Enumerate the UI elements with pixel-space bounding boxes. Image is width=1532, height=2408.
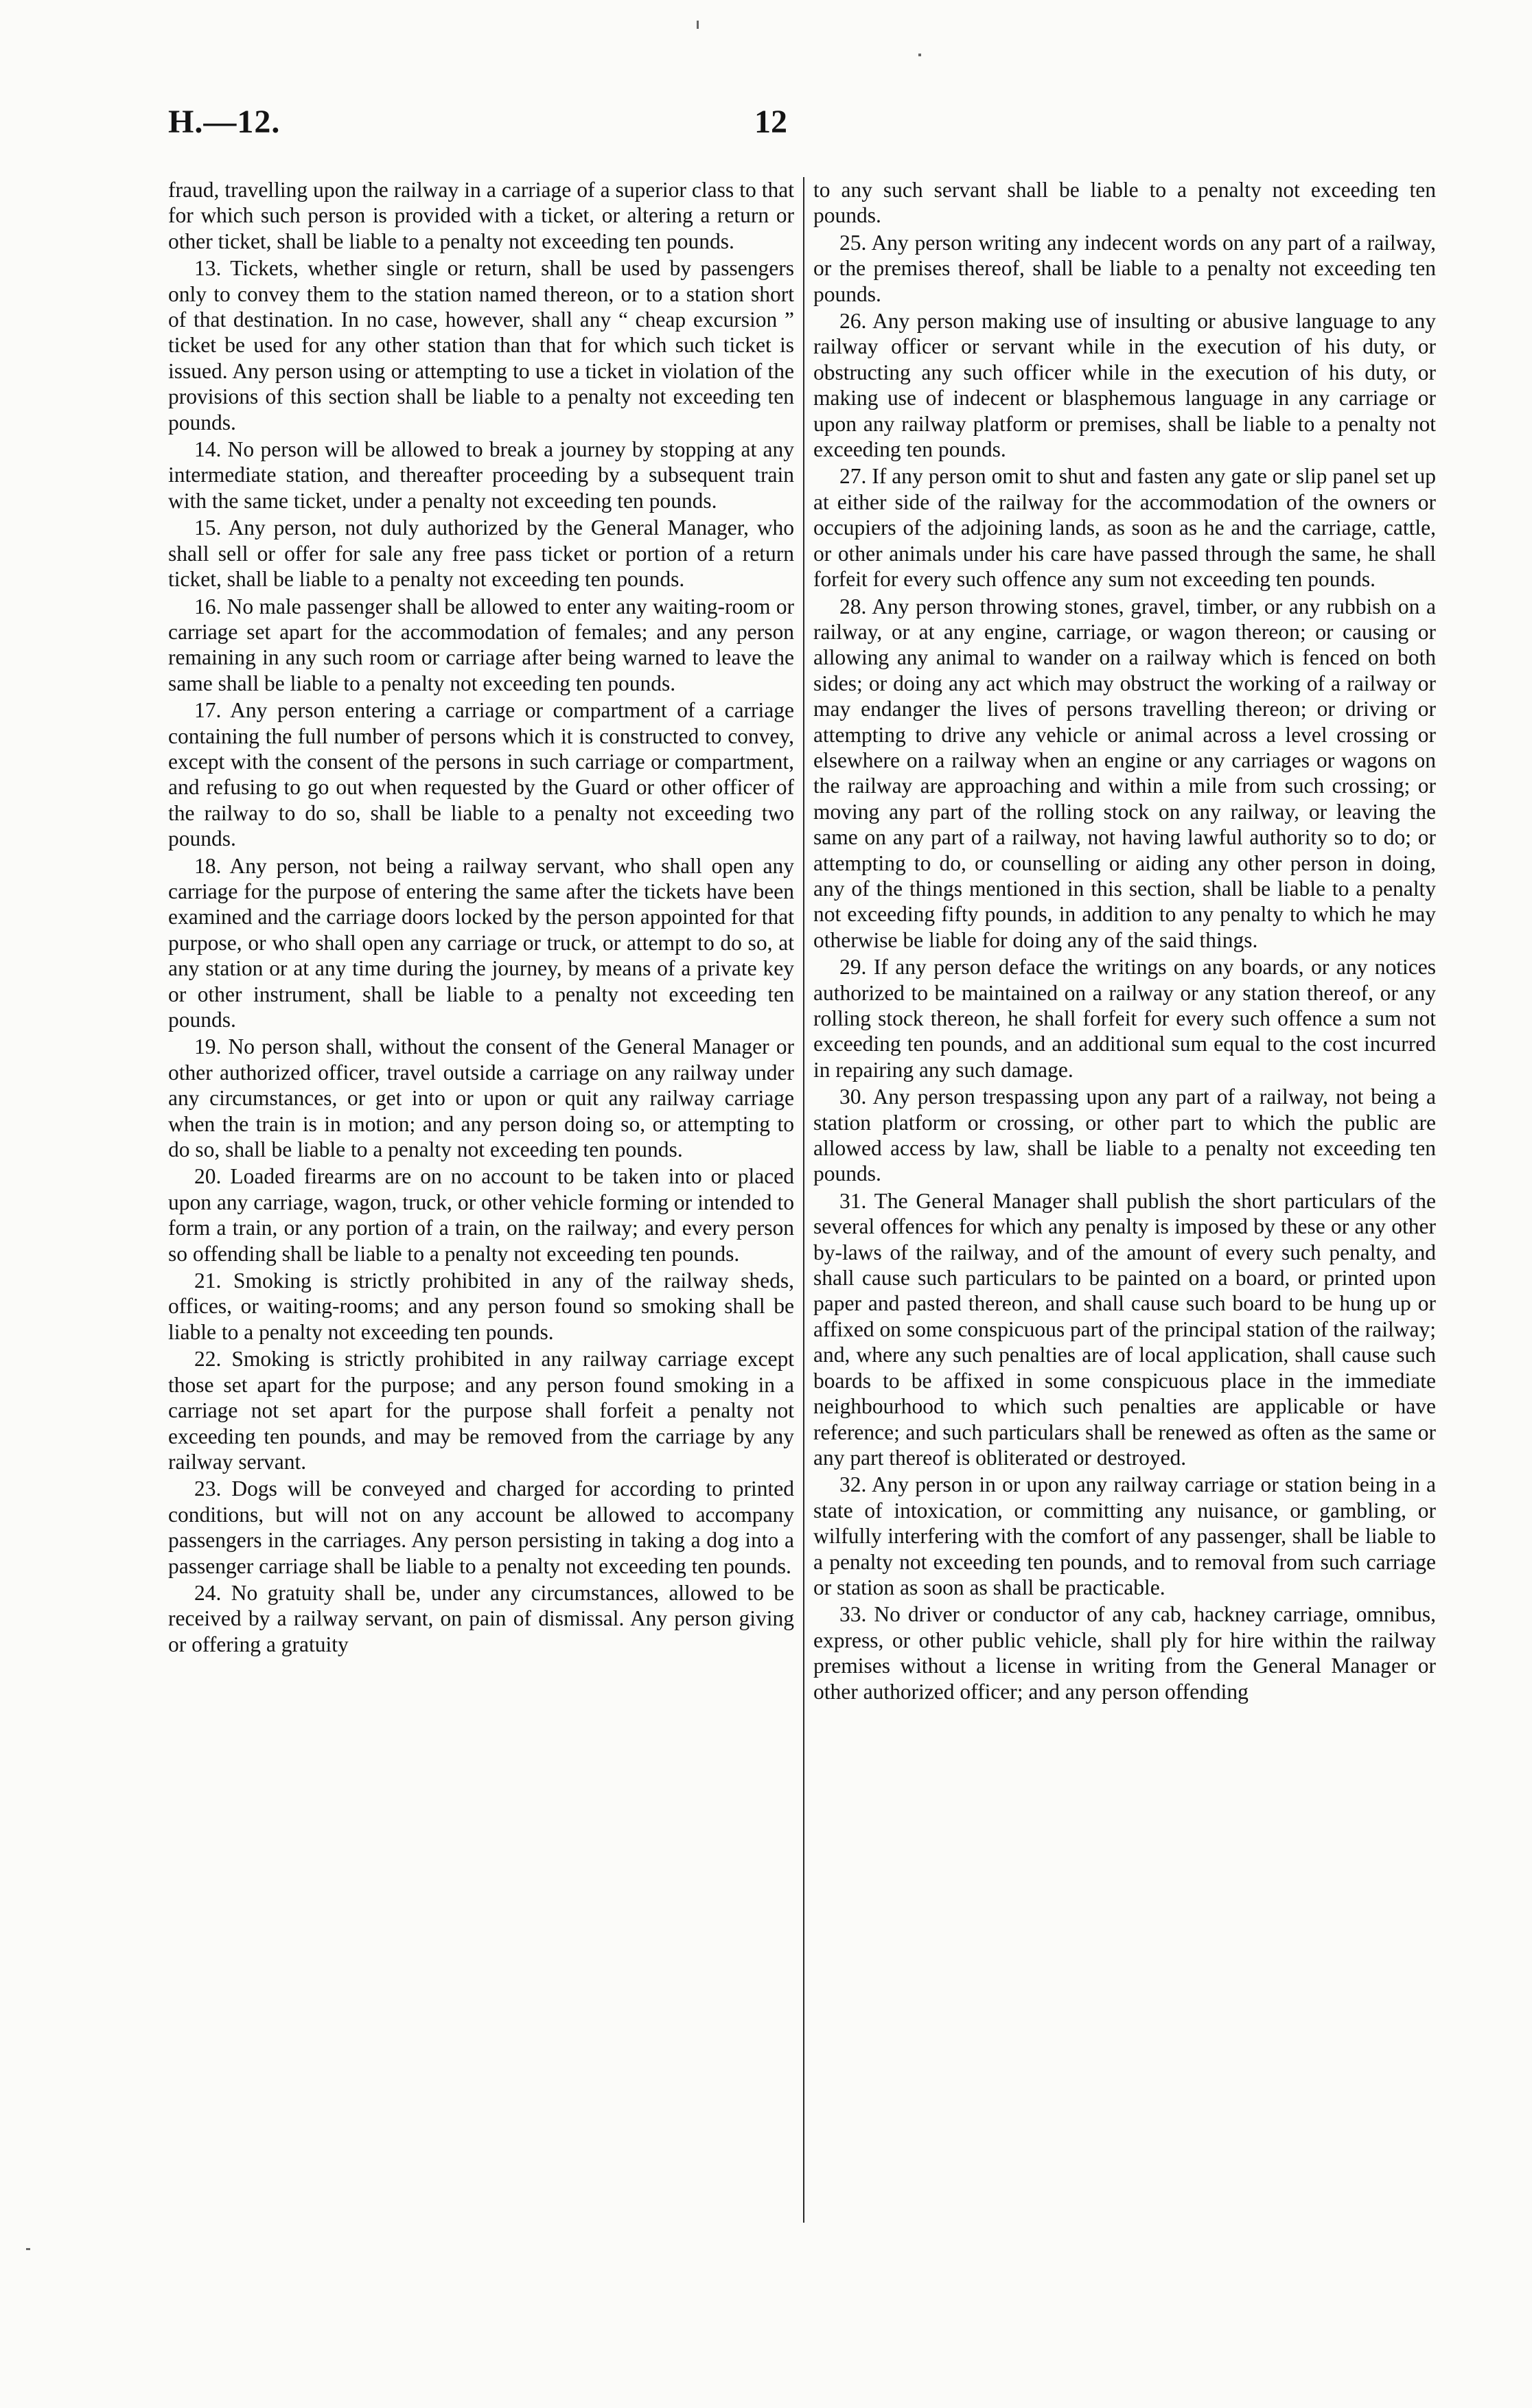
section-25: 25. Any person writing any indecent words on any part of a railway, or the premises thereof, shall be liable to a penalty not exceeding ten pounds. bbox=[813, 230, 1436, 306]
print-speck bbox=[918, 54, 921, 56]
section-31: 31. The General Manager shall publish the short particulars of the several offences for which any penalty is imposed by these or any other by-laws of the railway, and of the amount of every such penalty, and shall cause such particulars to be painted on a board, or printed upon paper and pasted thereon, and shall cause such board to be hung up or affixed on some conspicuous part of the principal station of the railway; and, where any such penalties are of local application, shall cause such boards to be affixed in some conspicuous place in the immediate neighbourhood to which such penalties are applicable or have reference; and such particulars shall be renewed as often as the same or any part thereof is obliterated or destroyed. bbox=[813, 1188, 1436, 1470]
section-23: 23. Dogs will be conveyed and charged for according to printed conditions, but will not on any account be allowed to accompany passengers in the carriages. Any person persisting in taking a dog into a passenger carriage shall be liable to a penalty not exceeding ten pounds. bbox=[168, 1477, 794, 1578]
section-24: 24. No gratuity shall be, under any circumstances, allowed to be received by a railway servant, on pain of dismissal. Any person giving or offering a gratuity bbox=[168, 1580, 794, 1656]
section-14: 14. No person will be allowed to break a journey by stopping at any intermediate station, and thereafter proceeding by a subsequent train with the same ticket, under a penalty not exceeding ten pounds. bbox=[168, 437, 794, 513]
paragraph-continued: to any such servant shall be liable to a penalty not exceeding ten pounds. bbox=[813, 178, 1436, 228]
section-30: 30. Any person trespassing upon any part of a railway, not being a station platform or crossing, or other part to which the public are allowed access by law, shall be liable to a penalty not exceeding ten pounds. bbox=[813, 1085, 1436, 1186]
section-21: 21. Smoking is strictly prohibited in any of the railway sheds, offices, or waiting-rooms; and any person found so smoking shall be liable to a penalty not exceeding ten pounds. bbox=[168, 1269, 794, 1344]
section-17: 17. Any person entering a carriage or compartment of a carriage containing the full number of persons which it is constructed to convey, except with the consent of the persons in such carriage or compartment, and refusing to go out when requested by the Guard or other officer of the railway to do so, shall be liable to a penalty not exceeding two pounds. bbox=[168, 698, 794, 851]
section-26: 26. Any person making use of insulting or abusive language to any railway officer or servant while in the execution of his duty, or obstructing any such officer while in the execution of his duty, or making use of indecent or blasphemous language in any carriage or upon any railway platform or premises, shall be liable to a penalty not exceeding ten pounds. bbox=[813, 309, 1436, 462]
section-19: 19. No person shall, without the consent of the General Manager or other authorized officer, travel outside a carriage on any railway under any circumstances, or get into or upon or quit any railway carriage when the train is in motion; and any person doing so, or attempting to do so, shall be liable to a penalty not exceeding ten pounds. bbox=[168, 1034, 794, 1162]
section-15: 15. Any person, not duly authorized by the General Manager, who shall sell or offer for sale any free pass ticket or portion of a return ticket, shall be liable to a penalty not exceeding ten pounds. bbox=[168, 516, 794, 592]
paragraph-continued: fraud, travelling upon the railway in a carriage of a superior class to that for which such person is provided with a ticket, or altering a return or other ticket, shall be liable to a penalty not exceeding ten pounds. bbox=[168, 178, 794, 253]
document-reference: H.—12. bbox=[168, 104, 281, 140]
column-divider bbox=[803, 177, 804, 2223]
right-column bbox=[813, 177, 1436, 2223]
print-speck bbox=[697, 21, 699, 29]
section-27: 27. If any person omit to shut and fasten any gate or slip panel set up at either side of the railway for the accommodation of the owners or occupiers of the adjoining lands, as soon as he and the carriage, cattle, or other animals under his care have passed through the same, he shall forfeit for every such offence any sum not exceeding ten pounds. bbox=[813, 464, 1436, 592]
section-32: 32. Any person in or upon any railway carriage or station being in a state of intoxication, or committing any nuisance, or gambling, or wilfully interfering with the comfort of any passenger, shall be liable to a penalty not exceeding ten pounds, and to removal from such carriage or station as soon as shall be practicable. bbox=[813, 1472, 1436, 1599]
section-20: 20. Loaded firearms are on no account to be taken into or placed upon any carriage, wagon, truck, or other vehicle forming or intended to form a train, or any portion of a train, on the railway; and every person so offending shall be liable to a penalty not exceeding ten pounds. bbox=[168, 1164, 794, 1266]
section-18: 18. Any person, not being a railway servant, who shall open any carriage for the purpose of entering the same after the tickets have been examined and the carriage doors locked by the person appointed for that purpose, or who shall open any carriage or truck, or attempt to do so, at any station or at any time during the journey, by means of a private key or other instrument, shall be liable to a penalty not exceeding ten pounds. bbox=[168, 853, 794, 1032]
section-33: 33. No driver or conductor of any cab, hackney carriage, omnibus, express, or other public vehicle, shall ply for hire within the railway premises without a license in writing from the General Manager or other authorized officer; and any person offending bbox=[813, 1602, 1436, 1704]
section-16: 16. No male passenger shall be allowed to enter any waiting-room or carriage set apart for the accommodation of females; and any person remaining in any such room or carriage after being warned to leave the same shall be liable to a penalty not exceeding ten pounds. bbox=[168, 594, 794, 695]
page-number: 12 bbox=[754, 104, 787, 140]
section-13: 13. Tickets, whether single or return, shall be used by passengers only to convey them to the station named thereon, or to a station short of that destination. In no case, however, shall any “ cheap excursion ” ticket be used for any other station than that for which such ticket is issued. Any person using or attempting to use a ticket in violation of the provisions of this section shall be liable to a penalty not exceeding ten pounds. bbox=[168, 256, 794, 435]
print-speck bbox=[26, 2248, 30, 2250]
section-29: 29. If any person deface the writings on any boards, or any notices authorized to be maintained on a railway or any station thereof, or any rolling stock thereon, he shall forfeit for every such offence a sum not exceeding ten pounds, and an additional sum equal to the cost incurred in repairing any such damage. bbox=[813, 955, 1436, 1082]
left-column bbox=[168, 177, 794, 2223]
section-28: 28. Any person throwing stones, gravel, timber, or any rubbish on a railway, or at any engine, carriage, or wagon thereon; or causing or allowing any animal to wander on a railway which is fenced on both sides; or doing any act which may obstruct the working of a railway or may endanger the lives of persons travelling thereon; or driving or attempting to drive any vehicle or animal across a level crossing or elsewhere on a railway when an engine or any carriages or wagons on the railway are approaching and within a mile from such crossing; or moving any part of the rolling stock on any railway, or leaving the same on any part of a railway, not having lawful authority so to do; or attempting to do, or counselling or aiding any other person in doing, any of the things mentioned in this section, shall be liable to a penalty not exceeding fifty pounds, in addition to any penalty to which he may otherwise be liable for doing any of the said things. bbox=[813, 594, 1436, 952]
section-22: 22. Smoking is strictly prohibited in any railway carriage except those set apart for the purpose; and any person found smoking in a carriage not set apart for the purpose shall forfeit a penalty not exceeding ten pounds, and may be removed from the carriage by any railway servant. bbox=[168, 1347, 794, 1474]
